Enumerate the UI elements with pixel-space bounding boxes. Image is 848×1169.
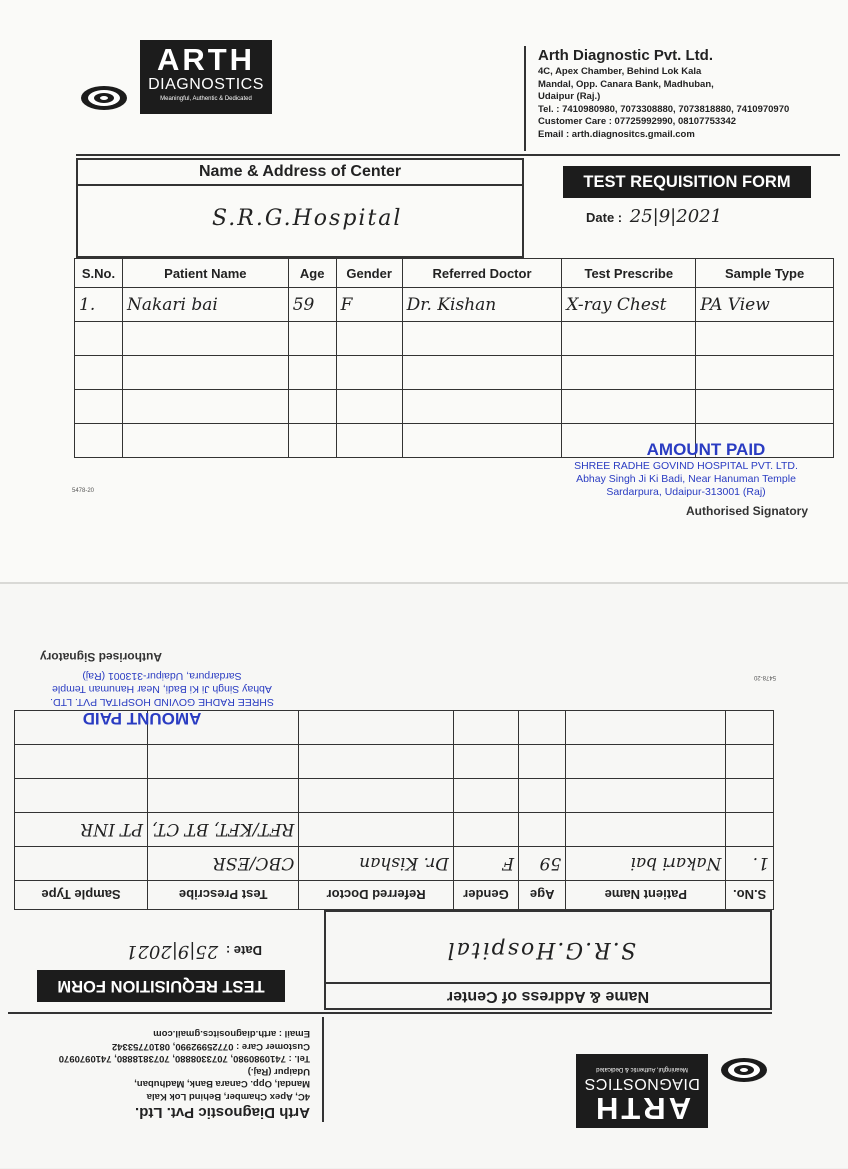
center-box bbox=[76, 158, 524, 258]
col-age: Age bbox=[288, 259, 336, 288]
company-care: Customer Care : 07725992990, 08107753342 bbox=[111, 1041, 310, 1052]
col-gender: Gender bbox=[336, 259, 402, 288]
company-info bbox=[538, 46, 848, 141]
center-box bbox=[324, 910, 772, 1010]
brand-name: ARTH bbox=[592, 1091, 692, 1126]
col-patient-name: Patient Name bbox=[566, 881, 726, 910]
col-test-prescribe: Test Prescribe bbox=[148, 881, 299, 910]
col-sample-type: Sample Type bbox=[15, 881, 148, 910]
patient-table bbox=[74, 258, 834, 458]
cell-sample: PT INR bbox=[15, 813, 148, 847]
cell-gender: F bbox=[453, 847, 518, 881]
col-sno: S.No. bbox=[75, 259, 123, 288]
company-tel: Tel. : 7410980980, 7073308880, 7073818880, 7410970970 bbox=[538, 103, 790, 115]
date-field bbox=[126, 941, 262, 962]
company-address-1: 4C, Apex Chamber, Behind Lok Kala bbox=[146, 1091, 310, 1102]
col-age: Age bbox=[519, 881, 566, 910]
divider bbox=[322, 1017, 324, 1122]
date-field bbox=[586, 206, 722, 227]
patient-table bbox=[14, 710, 774, 910]
requisition-form-top bbox=[0, 0, 848, 584]
company-name: Arth Diagnostic Pvt. Ltd. bbox=[134, 1104, 310, 1121]
col-referred-doctor: Referred Doctor bbox=[299, 881, 453, 910]
company-info bbox=[0, 1027, 310, 1122]
stamp-amount: AMOUNT PAID bbox=[82, 709, 202, 728]
table-row bbox=[15, 847, 774, 881]
cell-test: RFT/KFT, BT CT, bbox=[148, 813, 299, 847]
center-value: S.R.G.Hospital bbox=[445, 937, 636, 962]
cell-patient-name: Nakari bai bbox=[566, 847, 726, 881]
table-row bbox=[75, 390, 834, 424]
divider bbox=[524, 46, 526, 151]
brand-name: ARTH bbox=[156, 42, 256, 77]
company-email: Email : arth.diagnositcs.gmail.com bbox=[538, 128, 695, 140]
company-address-2: Mandal, Opp. Canara Bank, Madhuban, bbox=[134, 1078, 310, 1090]
amount-paid-stamp bbox=[566, 440, 806, 499]
cell-sno: 1. bbox=[726, 847, 774, 881]
cell-doctor: Dr. Kishan bbox=[299, 847, 453, 881]
divider bbox=[8, 1012, 772, 1014]
date-label: Date : bbox=[586, 210, 623, 225]
logo-box bbox=[140, 40, 272, 114]
company-address-3: Udaipur (Raj.) bbox=[538, 91, 601, 102]
col-referred-doctor: Referred Doctor bbox=[402, 259, 562, 288]
cell-sample bbox=[15, 847, 148, 881]
table-header-row bbox=[15, 881, 774, 910]
arth-logo bbox=[568, 1052, 768, 1128]
brand-sub: DIAGNOSTICS bbox=[584, 1075, 700, 1092]
arth-logo bbox=[80, 40, 280, 116]
cell-sno: 1. bbox=[75, 288, 123, 322]
cell-age: 59 bbox=[519, 847, 566, 881]
cell-sample: PA View bbox=[696, 288, 834, 322]
center-value: S.R.G.Hospital bbox=[212, 206, 403, 231]
table-header-row bbox=[75, 259, 834, 288]
authorised-signatory: Authorised Signatory bbox=[39, 650, 162, 664]
company-name: Arth Diagnostic Pvt. Ltd. bbox=[538, 47, 714, 64]
stamp-line-1: SHREE RADHE GOVIND HOSPITAL PVT. LTD. bbox=[50, 696, 274, 708]
brand-sub: DIAGNOSTICS bbox=[148, 76, 264, 93]
date-value: 25|9|2021 bbox=[629, 206, 723, 227]
logo-box bbox=[576, 1054, 708, 1128]
amount-paid-stamp bbox=[42, 669, 282, 728]
col-gender: Gender bbox=[453, 881, 518, 910]
table-row bbox=[15, 813, 774, 847]
cell-test: X-ray Chest bbox=[562, 288, 696, 322]
cell-doctor: Dr. Kishan bbox=[402, 288, 562, 322]
stamp-amount: AMOUNT PAID bbox=[646, 440, 766, 459]
company-address-1: 4C, Apex Chamber, Behind Lok Kala bbox=[538, 66, 702, 77]
date-value: 25|9|2021 bbox=[125, 941, 219, 962]
form-code: 5478-20 bbox=[72, 488, 95, 494]
table-row bbox=[15, 779, 774, 813]
divider bbox=[76, 154, 840, 156]
target-icon bbox=[80, 80, 130, 112]
center-label: Name & Address of Center bbox=[326, 982, 770, 1008]
col-test-prescribe: Test Prescribe bbox=[562, 259, 696, 288]
company-address-3: Udaipur (Raj.) bbox=[247, 1066, 310, 1077]
table-row bbox=[75, 322, 834, 356]
company-address-2: Mandal, Opp. Canara Bank, Madhuban, bbox=[538, 78, 714, 90]
requisition-form-bottom bbox=[0, 584, 848, 1168]
authorised-signatory: Authorised Signatory bbox=[686, 504, 809, 518]
company-tel: Tel. : 7410980980, 7073308880, 7073818880, 7410970970 bbox=[58, 1053, 310, 1065]
cell-age: 59 bbox=[288, 288, 336, 322]
stamp-line-1: SHREE RADHE GOVIND HOSPITAL PVT. LTD. bbox=[574, 460, 798, 472]
form-code: 5478-20 bbox=[753, 674, 776, 680]
table-row bbox=[75, 356, 834, 390]
brand-tagline: Meaningful, Authentic & Dedicated bbox=[160, 96, 252, 102]
stamp-line-2: Abhay Singh Ji Ki Badi, Near Hanuman Temple bbox=[576, 473, 796, 485]
stamp-line-3: Sardarpura, Udaipur-313001 (Raj) bbox=[606, 486, 766, 498]
target-icon bbox=[718, 1056, 768, 1088]
stamp-line-3: Sardarpura, Udaipur-313001 (Raj) bbox=[82, 670, 242, 682]
date-label: Date : bbox=[225, 943, 262, 958]
company-email: Email : arth.diagnositcs.gmail.com bbox=[153, 1028, 310, 1040]
table-row bbox=[75, 288, 834, 322]
company-care: Customer Care : 07725992990, 08107753342 bbox=[538, 116, 737, 127]
form-title: TEST REQUISITION FORM bbox=[37, 970, 285, 1002]
table-row bbox=[15, 745, 774, 779]
stamp-line-2: Abhay Singh Ji Ki Badi, Near Hanuman Temple bbox=[52, 683, 272, 695]
center-label: Name & Address of Center bbox=[78, 160, 522, 186]
cell-test: CBC/ESR bbox=[148, 847, 299, 881]
brand-tagline: Meaningful, Authentic & Dedicated bbox=[596, 1066, 688, 1072]
form-title: TEST REQUISITION FORM bbox=[563, 166, 811, 198]
col-patient-name: Patient Name bbox=[122, 259, 288, 288]
col-sample-type: Sample Type bbox=[696, 259, 834, 288]
cell-gender: F bbox=[336, 288, 402, 322]
cell-patient-name: Nakari bai bbox=[122, 288, 288, 322]
col-sno: S.No. bbox=[726, 881, 774, 910]
